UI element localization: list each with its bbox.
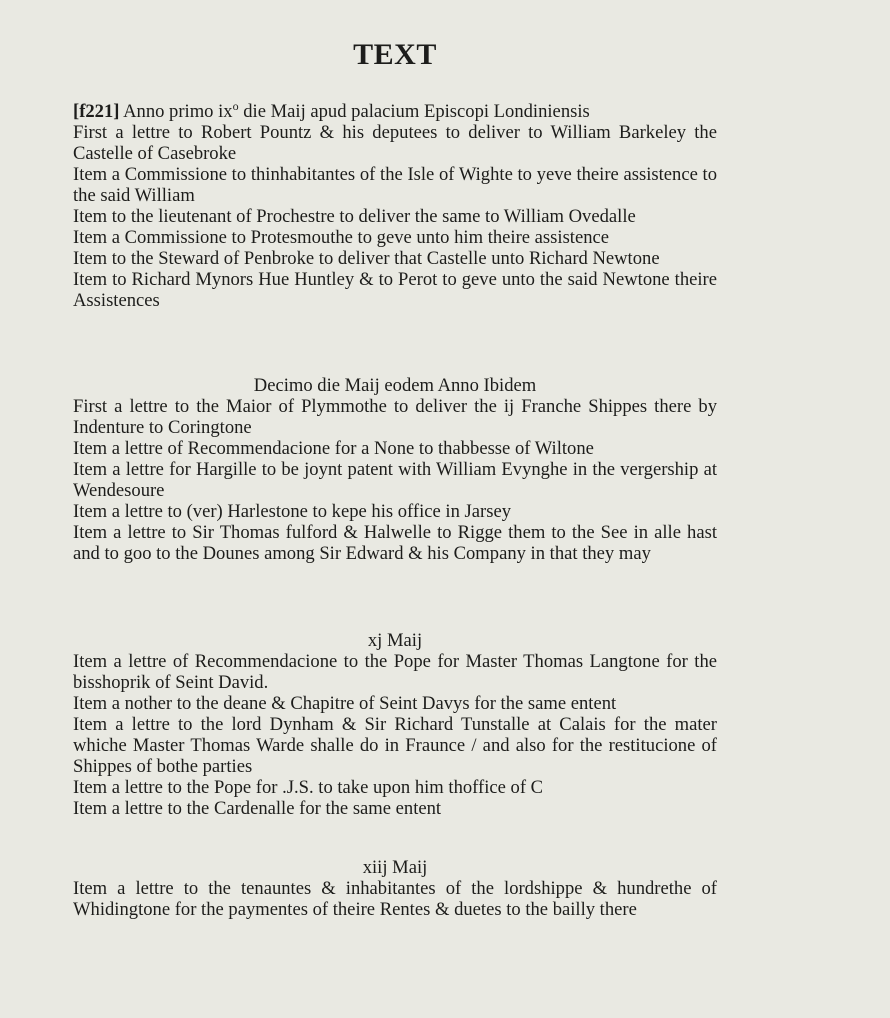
intro-superscript: o bbox=[232, 99, 239, 113]
entry: Item a lettre to (ver) Harlestone to kepe his office in Jarsey bbox=[73, 501, 511, 522]
entry: Item a lettre to the tenauntes & inhabitantes of the lordshippe & hundrethe of Whidingtone for the paymentes of theire Rentes & duetes to the bailly there bbox=[73, 878, 717, 920]
entry: Item a Commissione to thinhabitantes of the Isle of Wighte to yeve theire assistence to the said William bbox=[73, 164, 717, 206]
intro-text-end: die Maij apud palacium Episcopi Londiniensis bbox=[243, 101, 590, 122]
entry: Item a Commissione to Protesmouthe to geve unto him theire assistence bbox=[73, 227, 610, 248]
entry: Item to Richard Mynors Hue Huntley & to Perot to geve unto the said Newtone theire Assistences bbox=[73, 269, 717, 311]
entry: Item a lettre for Hargille to be joynt patent with William Evynghe in the vergership at Wendesoure bbox=[73, 459, 717, 501]
intro-text-start: Anno primo ix bbox=[123, 101, 233, 122]
date-heading: xj Maij bbox=[367, 630, 423, 651]
entry: Item a lettre to the Pope for .J.S. to take upon him thoffice of C bbox=[73, 777, 544, 798]
section-decimo-die bbox=[73, 375, 717, 564]
entry: First a lettre to Robert Pountz & his deputees to deliver to William Barkeley the Castelle of Casebroke bbox=[73, 122, 717, 164]
entry: Item to the Steward of Penbroke to deliver that Castelle unto Richard Newtone bbox=[73, 248, 660, 269]
entry: Item a lettre of Recommendacione to the Pope for Master Thomas Langtone for the bisshoprik of Seint David. bbox=[73, 651, 717, 693]
section-xj-maij bbox=[73, 630, 717, 819]
entry: Item to the lieutenant of Prochestre to deliver the same to William Ovedalle bbox=[73, 206, 636, 227]
entry: Item a lettre to the Cardenalle for the same entent bbox=[73, 798, 442, 819]
section-xiij-maij bbox=[73, 857, 717, 920]
section-intro-line bbox=[73, 101, 717, 122]
page-title: TEXT bbox=[353, 38, 437, 71]
date-heading: Decimo die Maij eodem Anno Ibidem bbox=[253, 375, 537, 396]
section-anno-primo bbox=[73, 101, 717, 311]
entry: Item a lettre to Sir Thomas fulford & Halwelle to Rigge them to the See in alle hast and to goo to the Dounes among Sir Edward & his Company in that they may bbox=[73, 522, 717, 564]
folio-marker: [f221] bbox=[73, 101, 120, 122]
entry: Item a lettre to the lord Dynham & Sir Richard Tunstalle at Calais for the mater whiche Master Thomas Warde shalle do in Fraunce / and also for the restitucione of Shippes of bothe parties bbox=[73, 714, 717, 777]
entry: Item a lettre of Recommendacione for a None to thabbesse of Wiltone bbox=[73, 438, 594, 459]
date-heading: xiij Maij bbox=[362, 857, 428, 878]
entry: First a lettre to the Maior of Plymmothe to deliver the ij Franche Shippes there by Indenture to Coringtone bbox=[73, 396, 717, 438]
entry: Item a nother to the deane & Chapitre of Seint Davys for the same entent bbox=[73, 693, 617, 714]
